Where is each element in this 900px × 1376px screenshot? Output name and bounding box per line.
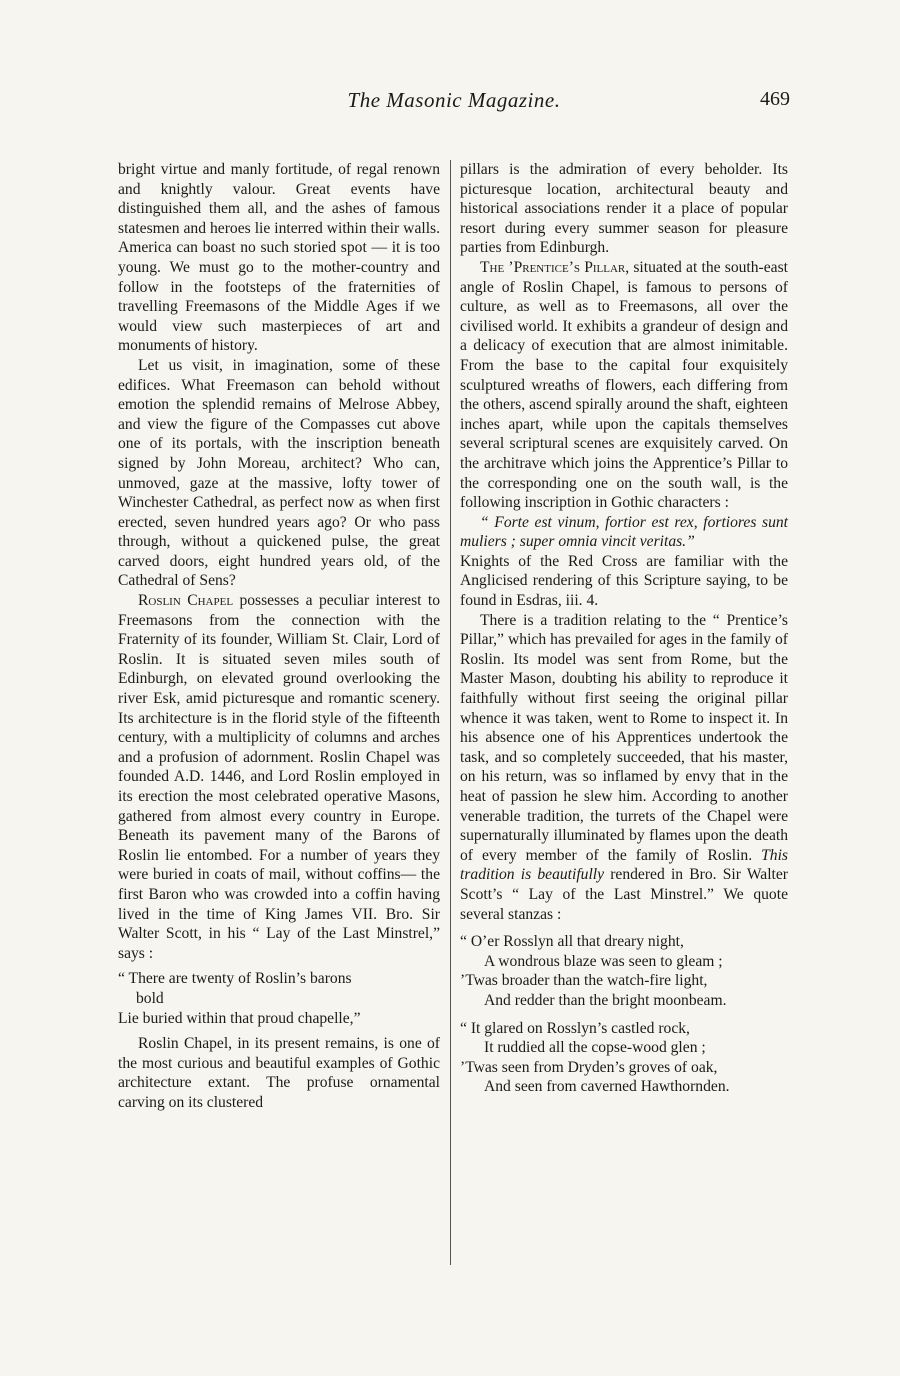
barons-verse	[118, 969, 440, 1028]
verse-line: It ruddied all the copse-wood glen ;	[484, 1039, 706, 1057]
verse-line: And redder than the bright moonbeam.	[484, 991, 727, 1009]
verse-line: “ There are twenty of Roslin’s barons	[118, 970, 352, 988]
right-paragraph-3: Knights of the Red Cross are familiar with the Anglicised rendering of this Scripture saying, to be found in Esdras, iii. 4.	[460, 552, 788, 610]
verse-line: “ It glared on Rosslyn’s castled rock,	[460, 1019, 690, 1037]
verse-line: ’Twas seen from Dryden’s groves of oak,	[460, 1058, 718, 1076]
column-rule	[450, 160, 451, 1265]
prentice-pillar-lead: The ’Prentice’s Pillar,	[480, 258, 630, 276]
right-paragraph-2	[460, 258, 788, 513]
left-column	[118, 160, 440, 1113]
right-column	[460, 160, 788, 1103]
right-paragraph-4-body: There is a tradition relating to the “ Prentice’s Pillar,” which has prevailed for ages in the family of Roslin. Its model was sent from Rome, but the Master Mason, doubting his ability to reproduce it faithfully without first seeing the original pillar whence it was taken, went to Rome to inspect it. In his absence one of his Apprentices undertook the task, and so completely succeeded, that his master, on his return, was so inflamed by envy that in the heat of passion he slew him. According to another venerable tradition, the turrets of the Chapel were supernaturally illuminated by flames upon the death of every member of the family of Roslin.	[460, 611, 788, 864]
left-paragraph-3-body: possesses a peculiar interest to Freemasons from the connection with the Fraternity of its founder, William St. Clair, Lord of Roslin. It is situated seven miles south of Edinburgh, on elevated ground overlooking the river Esk, amid picturesque and romantic scenery. Its architecture is in the florid style of the fifteenth century, with a multiplicity of columns and arches and a profusion of adornment. Roslin Chapel was founded A.D. 1446, and Lord Roslin employed in its erection the most celebrated operative Masons, gathered from almost every country in Europe. Beneath its pavement many of the Barons of Roslin lie entombed. For a number of years they were buried in coats of mail, without coffins— the first Baron who was crowded into a coffin having lived in the time of King James VII. Bro. Sir Walter Scott, in his “ Lay of the Last Minstrel,” says :	[118, 592, 440, 962]
verse-line: And seen from caverned Hawthornden.	[484, 1078, 730, 1096]
right-paragraph-4-end: rendered in Bro. Sir Walter Scott’s “ Lay of the Last Minstrel.” We quote several stanzas :	[460, 866, 788, 923]
verse-line: bold	[136, 989, 164, 1007]
left-paragraph-1: bright virtue and manly fortitude, of regal renown and knightly valour. Great events have distinguished them all, and the ashes of famous statesmen and heroes lie interred within their walls. America can boast no such storied spot — it is too young. We must go to the mother-country and follow in the footsteps of the fraternities of travelling Freemasons of the Middle Ages if we would view such masterpieces of art and monuments of history.	[118, 161, 440, 355]
left-paragraph-3	[118, 591, 440, 963]
page-number: 469	[760, 88, 790, 110]
verse-line: Lie buried within that proud chapelle,”	[118, 1009, 361, 1027]
stanza-2	[460, 1019, 788, 1097]
running-head	[118, 88, 790, 122]
right-paragraph-4	[460, 611, 788, 925]
verse-line: A wondrous blaze was seen to gleam ;	[484, 952, 723, 970]
left-paragraph-4: Roslin Chapel, in its present remains, is one of the most curious and beautiful examples of Gothic architecture extant. The profuse ornamental carving on its clustered	[118, 1035, 440, 1111]
stanza-1	[460, 932, 788, 1010]
verse-line: “ O’er Rosslyn all that dreary night,	[460, 933, 684, 951]
magazine-title: The Masonic Magazine.	[347, 88, 561, 112]
verse-line: ’Twas broader than the watch-fire light,	[460, 972, 708, 990]
right-paragraph-4-italic: This tradition is beautifully	[460, 846, 788, 884]
right-paragraph-2-body: situated at the south-east angle of Roslin Chapel, is famous to persons of culture, as well as to Freemasons, all over the civilised world. It exhibits a grandeur of design and a delicacy of execution that are almost inimitable. From the base to the capital four exquisitely sculptured wreaths of flowers, each differing from the others, ascend spirally around the shaft, eighteen inches apart, while upon the capitals themselves several scriptural scenes are exquisitely carved. On the architrave which joins the Apprentice’s Pillar to the corresponding one on the south wall, is the following inscription in Gothic characters :	[460, 258, 788, 512]
left-paragraph-2: Let us visit, in imagination, some of these edifices. What Freemason can behold without emotion the splendid remains of Melrose Abbey, and view the figure of the Compasses cut above one of its portals, with the inscription beneath signed by John Moreau, architect? Who can, unmoved, gaze at the massive, lofty tower of Winchester Cathedral, as perfect now as when first erected, seven hundred years ago? Or who pass through, without a quickened pulse, the great carved doors, eight hundred years old, of the Cathedral of Sens?	[118, 356, 440, 590]
roslin-chapel-lead: Roslin Chapel	[138, 592, 234, 610]
latin-inscription: “ Forte est vinum, fortior est rex, fortiores sunt muliers ; super omnia vincit veritas.”	[460, 513, 788, 551]
right-paragraph-1: pillars is the admiration of every beholder. Its picturesque location, architectural beauty and historical associations render it a place of popular resort during every summer season for pleasure parties from Edinburgh.	[460, 161, 788, 257]
